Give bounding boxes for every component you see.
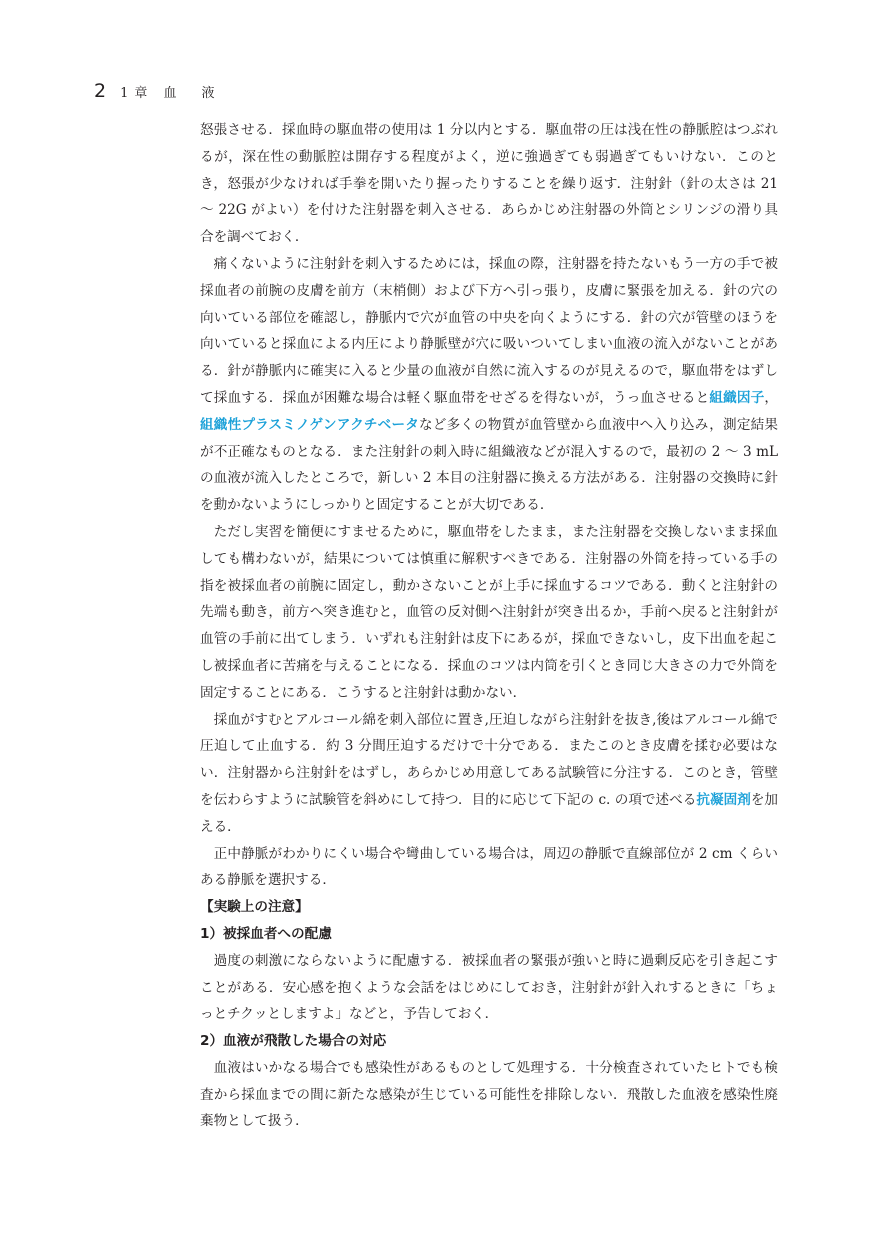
paragraph-4-part-1: 採血がすむとアルコール綿を刺入部位に置き,圧迫しながら注射針を抜き,後はアルコール綿で圧迫して止血する．約 3 分間圧迫するだけで十分である．またこのとき皮膚を揉む必要はない．注射器から注射針をはずし，あらかじめ用意してある試験管に分注する．このとき，管壁を伝わらすように試験管を斜めにして持つ．目的に応じて下記の c. の項で述べる: [200, 711, 778, 808]
note-1-text: 過度の刺激にならないように配慮する．被採血者の緊張が強いと時に過剰反応を引き起こすことがある．安心感を抱くような会話をはじめにしておき，注射針が針入れするときに「ちょっとチクッとしますよ」などと，予告しておく．: [200, 952, 778, 1023]
body-text: [200, 117, 778, 1135]
keyword-separator: ，: [764, 389, 779, 406]
paragraph-1: 怒張させる．採血時の駆血帯の使用は 1 分以内とする．駆血帯の圧は浅在性の静脈腔はつぶれるが，深在性の動脈腔は開存する程度がよく，逆に強過ぎても弱過ぎてもいけない．このとき，怒張が少なければ手拳を開いたり握ったりすることを繰り返す．注射針（針の太さは 21 ～ 22G がよい）を付けた注射器を刺入させる．あらかじめ注射器の外筒とシリンジの滑り具合を調べておく．: [200, 122, 778, 246]
notes-heading: 【実験上の注意】: [200, 899, 309, 916]
note-2-text: 血液はいかなる場合でも感染性があるものとして処理する．十分検査されていたヒトでも検査から採血までの間に新たな感染が生じている可能性を排除しない．飛散した血液を感染性廃棄物として扱う．: [200, 1059, 778, 1130]
paragraph-2-part-2: など多くの物質が血管壁から血液中へ入り込み，測定結果が不正確なものとなる．また注射針の刺入時に組織液などが混入するので，最初の 2 ～ 3 mL の血液が流入したところで，新しい 2 本目の注射器に換える方法がある．注射器の交換時に針を動かないようにしっかりと固定することが大切である．: [200, 416, 778, 514]
note-1-title: 1）被採血者への配慮: [200, 925, 332, 942]
paragraph-2: [200, 251, 778, 519]
paragraph-2-part-1: 痛くないように注射針を刺入するためには，採血の際，注射器を持たないもう一方の手で被採血者の前腕の皮膚を前方（末梢側）および下方へ引っ張り，皮膚に緊張を加える．針の穴の向いている部位を確認し，静脈内で穴が血管の中央を向くようにする．針の穴が管壁のほうを向いていると採血による内圧により静脈壁が穴に吸いついてしまい血液の流入がないことがある．針が静脈内に確実に入ると少量の血液が自然に流入するのが見えるので，駆血帯をはずして採血する．採血が困難な場合は軽く駆血帯をせざるを得ないが，うっ血させると: [200, 255, 778, 406]
keyword-anticoagulant: 抗凝固剤: [696, 791, 751, 808]
keyword-tissue-factor: 組織因子: [709, 389, 765, 406]
page-number: 2: [94, 80, 107, 102]
keyword-tissue-plasminogen-activator: 組織性プラスミノゲンアクチベータ: [200, 416, 420, 433]
paragraph-3: ただし実習を簡便にすませるために，駆血帯をしたまま，また注射器を交換しないまま採血しても構わないが，結果については慎重に解釈すべきである．注射器の外筒を持っている手の指を被採血者の前腕に固定し，動かさないことが上手に採血するコツである．動くと注射針の先端も動き，前方へ突き進むと，血管の反対側へ注射針が突き出るか，手前へ戻ると注射針が血管の手前に出てしまう．いずれも注射針は皮下にあるが，採血できないし，皮下出血を起こし被採血者に苦痛を与えることになる．採血のコツは内筒を引くとき同じ大きさの力で外筒を固定することにある．こうすると注射針は動かない．: [200, 523, 778, 701]
note-2-title: 2）血液が飛散した場合の対応: [200, 1033, 387, 1050]
paragraph-5: 正中静脈がわかりにくい場合や彎曲している場合は，周辺の静脈で直線部位が 2 cm くらいある静脈を選択する．: [200, 845, 778, 889]
paragraph-4-part-2: を加える．: [200, 791, 779, 835]
paragraph-4: [200, 707, 778, 841]
running-header: [94, 80, 221, 102]
chapter-title: 1章 血 液: [120, 86, 221, 101]
